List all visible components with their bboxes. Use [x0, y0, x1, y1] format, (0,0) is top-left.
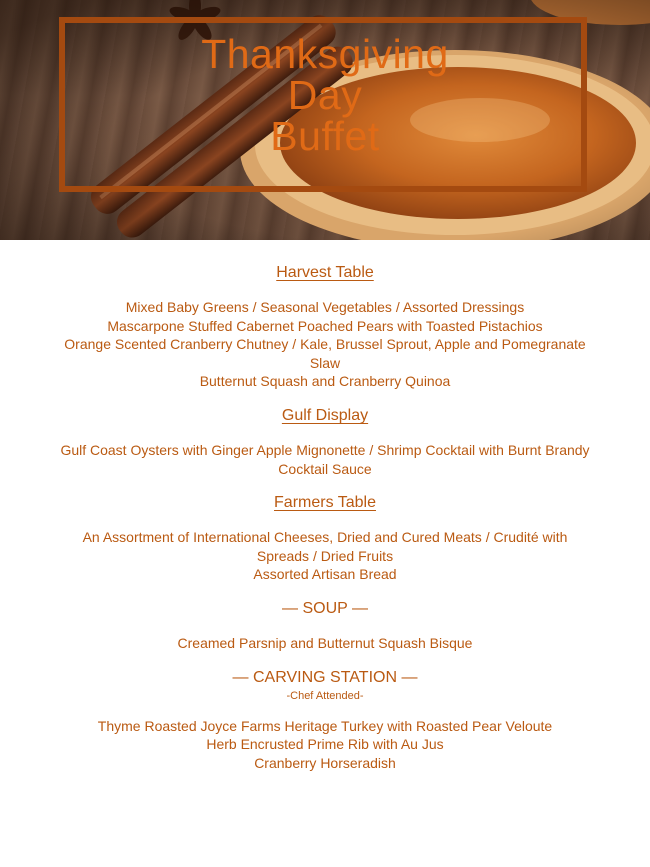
menu-item: Thyme Roasted Joyce Farms Heritage Turkey with Roasted Pear Veloute — [97, 717, 553, 734]
section-title-carving-station: — CARVING STATION — — [232, 668, 418, 686]
title-line-2: Day — [287, 72, 363, 118]
menu-item: Mixed Baby Greens / Seasonal Vegetables / Assorted Dressings — [125, 299, 525, 315]
harvest-table-items — [0, 298, 650, 391]
menu-title — [0, 31, 650, 159]
carving-station-note: -Chef Attended- — [286, 689, 364, 702]
menu-item: Butternut Squash and Cranberry Quinoa — [199, 373, 451, 390]
menu-item: An Assortment of International Cheeses, Dried and Cured Meats / Crudité with — [82, 529, 568, 546]
soup-items — [0, 634, 650, 653]
menu-item: Gulf Coast Oysters with Ginger Apple Mignonette / Shrimp Cocktail with Burnt Brandy — [60, 441, 590, 458]
title-line-1: Thanksgiving — [201, 31, 449, 77]
menu-item: Slaw — [309, 354, 341, 371]
farmers-table-items — [0, 528, 650, 584]
section-title-gulf-display: Gulf Display — [281, 406, 369, 424]
gulf-display-items — [0, 441, 650, 478]
menu-item: Herb Encrusted Prime Rib with Au Jus — [206, 736, 444, 753]
title-line-3: Buffet — [270, 113, 380, 159]
section-title-soup: — SOUP — — [282, 599, 368, 617]
carving-station-items — [0, 717, 650, 773]
menu-item: Orange Scented Cranberry Chutney / Kale, Brussel Sprout, Apple and Pomegranate — [64, 336, 586, 353]
hero-banner — [0, 0, 650, 240]
menu-body — [0, 262, 650, 772]
menu-item: Spreads / Dried Fruits — [256, 547, 394, 564]
menu-item: Cocktail Sauce — [278, 460, 372, 477]
menu-item: Assorted Artisan Bread — [253, 566, 397, 583]
menu-item: Cranberry Horseradish — [254, 754, 396, 771]
section-title-farmers-table: Farmers Table — [274, 494, 376, 512]
menu-item: Mascarpone Stuffed Cabernet Poached Pears with Toasted Pistachios — [107, 317, 543, 334]
menu-item: Creamed Parsnip and Butternut Squash Bisque — [177, 634, 473, 651]
section-title-harvest-table: Harvest Table — [276, 264, 374, 281]
